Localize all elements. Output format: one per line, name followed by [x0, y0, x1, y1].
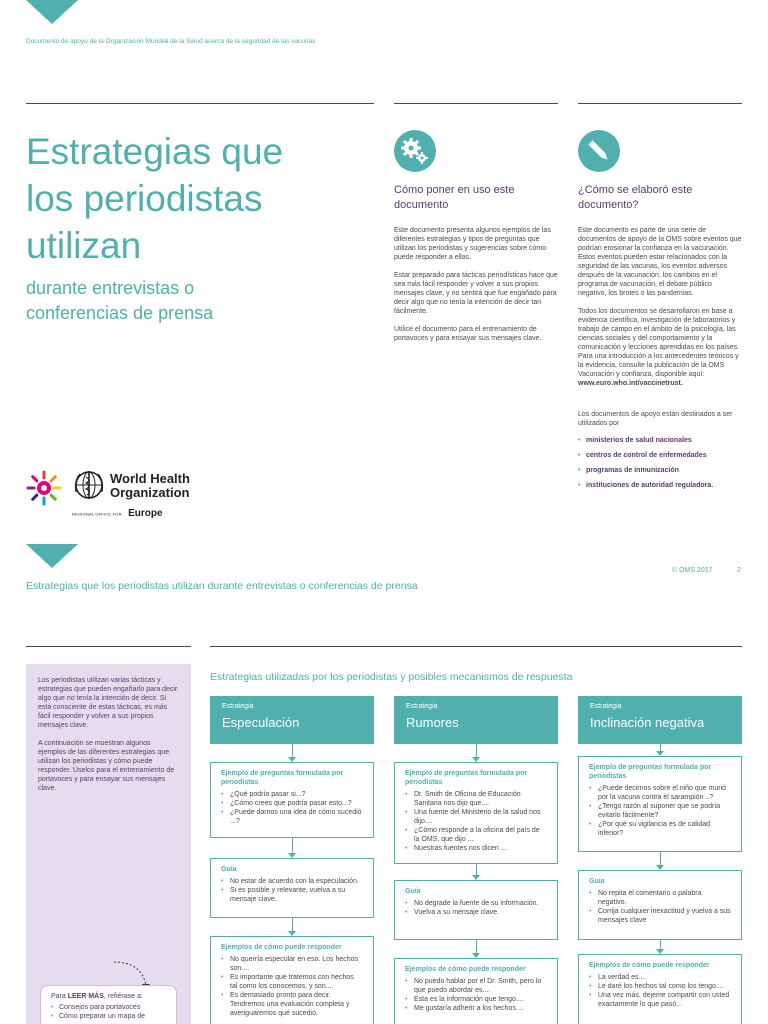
list-item: • Una vez más, dejeme compartir con usted exactamente lo que pasó... — [589, 991, 731, 1009]
list-item: • ¿Puede decirnos sobre el niño que murió por la vacuna contra el sarampión ..? — [589, 784, 731, 802]
responses-box: Ejemplos de cómo puede responder • No querría especular en eso. Los hechos son.... • Es importante que tratemos con hechos tal como los conocemos, y son.... • Es demasiado pronto para decir. Tendremos una evaluación completa y averiguaremos qué sucedió. — [210, 936, 374, 1024]
strategy-header-inclinacion-negativa: Estrategia Inclinación negativa — [578, 696, 742, 744]
list-item: • Esta es la información que tengo.... — [405, 995, 547, 1004]
header-triangle — [26, 0, 78, 24]
list-item: • Es demasiado pronto para decir. Tendremos una evaluación completa y averiguaremos qué sucedió. — [221, 991, 363, 1018]
connector — [292, 744, 293, 758]
who-emblem-icon — [72, 468, 106, 502]
list-item: • No degrade la fuente de su información. — [405, 899, 547, 908]
strategy-header-rumores: Estrategia Rumores — [394, 696, 558, 744]
list-item: • ¿Puede darnos una idea de cómo sucedió ...? — [221, 808, 363, 826]
who-logo-text: World Health Organization — [110, 471, 190, 500]
pencil-icon — [578, 130, 620, 172]
divider — [26, 646, 191, 647]
divider — [578, 103, 742, 104]
gears-icon — [394, 130, 436, 172]
copyright: © OMS 2017 — [672, 567, 713, 574]
list-item: • ¿Tengo razón al suponer que se podría evitarlo fácilmente? — [589, 802, 731, 820]
vaccinetrust-link[interactable]: www.euro.who.int/vaccinetrust. — [578, 380, 683, 387]
list-item: • Es importante que tratemos con hechos tal como los conocemos, y son.... — [221, 973, 363, 991]
list-item: • No querría especular en eso. Los hechos son.... — [221, 955, 363, 973]
intro-sidebar: Los periodistas utilizan varias tácticas y estrategias que pueden engañarlo para decir algo que no tenía la intención de decir. Si está consciente de estas tácticas, es más fácil responder y volver a sus propios mensajes clave. A continuación se muestran algunos ejemplos de las diferentes estrategias que utilizan los periodistas y cómo puede responder. Úselos para el entrenamiento de portavoces y para ensayar sus mensajes clave. — [26, 664, 191, 1024]
list-item: • ¿Qué podría pasar si...? — [221, 790, 363, 799]
divider — [26, 103, 374, 104]
list-item: • No repita el comentario o palabra negativo. — [589, 889, 731, 907]
strategy-header-especulacion: Estrategia Especulación — [210, 696, 374, 744]
list-item: • ¿Cómo crees que podría pasar esto...? — [221, 799, 363, 808]
connector — [292, 918, 293, 932]
divider — [394, 103, 558, 104]
usage-text: Este documento presenta algunos ejemplos de las diferentes estrategias y tipos de preguntas que utilizan los periodistas y sugerencias sobre cómo puede responder a ellas. Estar preparado para tácticas periodísticas hace que sea más fácil responder y volver a sus propios mensajes clave, y no sentirá que fue engañado para decir algo que no tenía la intención de decir tan fácilmente. Utilice el documento para el entrenamiento de portavoces y para ensayar sus mensajes clave. — [394, 227, 558, 342]
connector — [660, 852, 661, 866]
list-item: • ¿Por qué su vigilancia es de calidad inferior? — [589, 820, 731, 838]
how-made-heading: ¿Cómo se elaboró este documento? — [578, 184, 693, 211]
list-item: • No puedo hablar por el Dr. Smith, pero lo que puedo abordar es.... — [405, 977, 547, 995]
list-item: • Una fuente del Ministerio de la salud nos dijo.... — [405, 808, 547, 826]
questions-box: Ejemplo de preguntas formulada por periodistas • Dr. Smith de Oficina de Educación Sanitaria nos dijo que.... • Una fuente del Ministerio de la salud nos dijo.... • ¿Cómo responde a la oficina del país de la OMS, que dijo ... • Nuestras fuentes nos dicen ... — [394, 762, 558, 864]
guide-box: Guía • No repita el comentario o palabra negativo. • Corrija cualquier inexactitud y vuelva a sus mensajes clave — [578, 870, 742, 940]
list-item: • Dr. Smith de Oficina de Educación Sanitaria nos dijo que.... — [405, 790, 547, 808]
responses-box: Ejemplos de cómo puede responder • No puedo hablar por el Dr. Smith, pero lo que puedo abordar es.... • Esta es la información que tengo.... • Me gustaría adherir a los hechos ... — [394, 958, 558, 1024]
questions-box: Ejemplo de preguntas formulada por periodistas • ¿Puede decirnos sobre el niño que murió por la vacuna contra el sarampión ..? • ¿Tengo razón al suponer que se podría evitarlo fácilmente? • ¿Por qué su vigilancia es de calidad inferior? — [578, 756, 742, 852]
list-item: • Vuelva a su mensaje clave. — [405, 908, 547, 917]
how-made-text: Este documento es parte de una serie de documentos de apoyo de la OMS sobre eventos que podrían erosionar la confianza en la vacunación. Estos eventos pueden estar relacionados con la seguridad de las vacunas, los eventos adversos después de la vacunación, los cambios en el programa de vacunación, el debate público negativo, los brotes o las pandemias. Todos los documentos se desarrollaron en base a evidencia científica, investigación de laboratorios y trabajo de campo en el ámbito de la psicología, las ciencias sociales y del comportamiento y la comunicación y lecciones aprendidas en los países. Para una introducción a los antecedentes teóricos y la evidencia, consulte la publicación de la OMS Vacunación y confianza, disponible aquí: www.euro.who.int/vaccinetrust. Los documentos de apoyo están destinados a ser utilizados por • ministerios de salud nacionales • centros de control de enfermedades • programas de inmunización • instituciones de autoridad reguladora. — [578, 226, 742, 496]
connector — [292, 838, 293, 854]
list-item: • La verdad es.... — [589, 973, 731, 982]
list-item: • Corrija cualquier inexactitud y vuelva a sus mensajes clave — [589, 907, 731, 925]
list-item: • Me gustaría adherir a los hechos ... — [405, 1004, 547, 1013]
list-item: • ministerios de salud nacionales — [578, 436, 742, 445]
divider — [210, 646, 742, 647]
audience-list — [578, 436, 742, 490]
vaccine-week-logo — [26, 470, 62, 506]
read-more-link[interactable]: • Consejos para portavoces — [51, 1003, 166, 1012]
usage-heading: Cómo poner en uso este documento — [394, 184, 515, 211]
list-item: • Si es posible y relevante, vuelva a su mensaje clave. — [221, 886, 363, 904]
list-item: • centros de control de enfermedades — [578, 451, 742, 460]
page-title: Estrategias que los periodistas utilizan — [26, 131, 284, 266]
list-item: • programas de inmunización — [578, 466, 742, 475]
header-triangle — [26, 544, 78, 568]
read-more-link[interactable]: • Cómo preparar un mapa de — [51, 1012, 166, 1021]
list-item: • No estar de acuerdo con la especulación. — [221, 877, 363, 886]
guide-box: Guía • No degrade la fuente de su información. • Vuelva a su mensaje clave. — [394, 880, 558, 940]
questions-box: Ejemplo de preguntas formulada por periodistas • ¿Qué podría pasar si...? • ¿Cómo crees que podría pasar esto...? • ¿Puede darnos una idea de cómo sucedió ...? — [210, 762, 374, 838]
list-item: • ¿Cómo responde a la oficina del país de la OMS, que dijo ... — [405, 826, 547, 844]
responses-box: Ejemplos de cómo puede responder • La verdad es.... • Le daré los hechos tal como los tengo.... • Una vez más, dejeme compartir con usted exactamente lo que pasó... — [578, 954, 742, 1024]
page-number: 2 — [737, 567, 741, 574]
list-item: • Nuestras fuentes nos dicen ... — [405, 844, 547, 853]
connector — [476, 744, 477, 758]
read-more-box: Para LEER MÁS, refiérase a: • Consejos para portavoces • Cómo preparar un mapa de — [40, 985, 177, 1024]
guide-box: Guía • No estar de acuerdo con la especulación. • Si es posible y relevante, vuelva a su mensaje clave. — [210, 858, 374, 918]
section-title: Estrategias utilizadas por los periodistas y posibles mecanismos de respuesta — [210, 671, 573, 683]
page-subtitle: durante entrevistas o conferencias de prensa — [26, 278, 214, 323]
who-region: REGIONAL OFFICE FOR Europe — [72, 508, 163, 520]
list-item: • Le daré los hechos tal como los tengo.... — [589, 982, 731, 991]
connector — [476, 940, 477, 954]
top-note: Documento de apoyo de la Organización Mundial de la Salud acerca de la seguridad de las vacunas — [26, 38, 316, 45]
list-item: • instituciones de autoridad reguladora. — [578, 481, 742, 490]
running-title: Estrategias que los periodistas utilizan durante entrevistas o conferencias de prensa — [26, 580, 418, 592]
